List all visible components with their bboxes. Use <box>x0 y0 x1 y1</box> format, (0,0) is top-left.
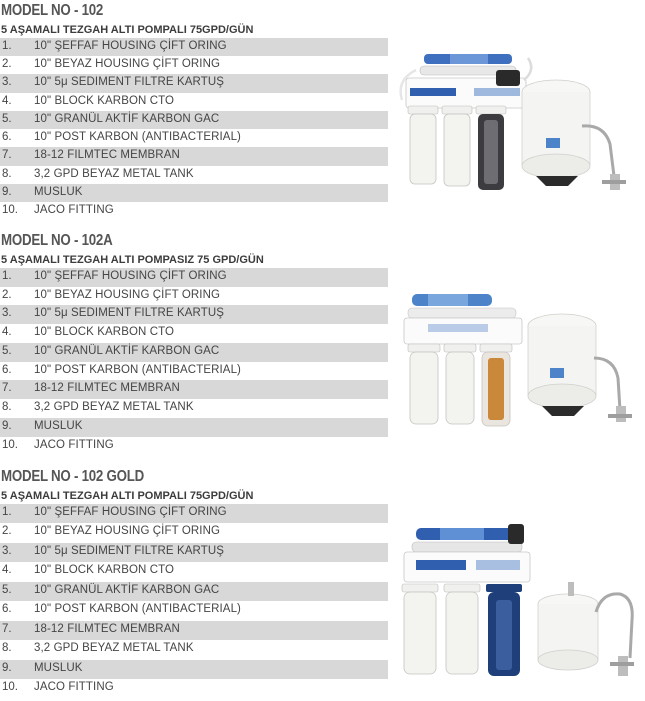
item-number: 1. <box>2 40 12 52</box>
item-text: MUSLUK <box>34 186 83 198</box>
item-number: 7. <box>2 382 12 394</box>
item-number: 3. <box>2 76 12 88</box>
list-item <box>0 202 388 220</box>
item-text: MUSLUK <box>34 420 83 432</box>
item-number: 2. <box>2 58 12 70</box>
item-number: 3. <box>2 307 12 319</box>
list-item <box>0 343 388 362</box>
ro-system-102a-photo <box>398 286 643 436</box>
list-item <box>0 418 388 437</box>
item-number: 2. <box>2 289 12 301</box>
item-number: 9. <box>2 186 12 198</box>
item-text: 10" POST KARBON (ANTIBACTERIAL) <box>34 131 241 143</box>
list-item <box>0 504 388 523</box>
item-text: JACO FITTING <box>34 204 114 216</box>
item-number: 8. <box>2 642 12 654</box>
list-item <box>0 660 388 679</box>
list-item <box>0 129 388 147</box>
list-item <box>0 543 388 562</box>
list-item <box>0 56 388 74</box>
list-item <box>0 324 388 343</box>
item-text: 10" ŞEFFAF HOUSING ÇİFT ORING <box>34 270 227 282</box>
item-number: 9. <box>2 420 12 432</box>
list-item <box>0 523 388 543</box>
list-item <box>0 582 388 601</box>
list-item <box>0 640 388 660</box>
list-item <box>0 268 388 287</box>
item-text: 10" GRANÜL AKTİF KARBON GAC <box>34 113 220 125</box>
list-item <box>0 679 388 699</box>
item-number: 9. <box>2 662 12 674</box>
item-text: 10" ŞEFFAF HOUSING ÇİFT ORING <box>34 506 227 518</box>
list-item <box>0 287 388 305</box>
item-text: 10" GRANÜL AKTİF KARBON GAC <box>34 345 220 357</box>
item-number: 6. <box>2 603 12 615</box>
item-number: 10. <box>2 204 18 216</box>
item-number: 4. <box>2 326 12 338</box>
item-text: 18-12 FILMTEC MEMBRAN <box>34 149 180 161</box>
item-text: JACO FITTING <box>34 439 114 451</box>
item-text: 10" BLOCK KARBON CTO <box>34 564 175 576</box>
item-number: 8. <box>2 401 12 413</box>
item-text: 10" BEYAZ HOUSING ÇİFT ORING <box>34 289 221 301</box>
model-102-parts-list <box>0 38 388 220</box>
item-text: 18-12 FILMTEC MEMBRAN <box>34 623 180 635</box>
model-102-gold-parts-list <box>0 504 388 699</box>
list-item <box>0 74 388 93</box>
item-number: 1. <box>2 270 12 282</box>
item-text: 10" GRANÜL AKTİF KARBON GAC <box>34 584 220 596</box>
item-text: 10" BLOCK KARBON CTO <box>34 326 175 338</box>
item-number: 7. <box>2 149 12 161</box>
ro-system-102-gold-photo <box>396 520 641 685</box>
model-102-gold-subtitle: 5 AŞAMALI TEZGAH ALTI POMPALI 75GPD/GÜN <box>1 490 254 502</box>
item-number: 5. <box>2 113 12 125</box>
item-text: 18-12 FILMTEC MEMBRAN <box>34 382 180 394</box>
item-number: 6. <box>2 131 12 143</box>
item-number: 1. <box>2 506 12 518</box>
item-text: 3,2 GPD BEYAZ METAL TANK <box>34 168 194 180</box>
list-item <box>0 380 388 399</box>
item-number: 10. <box>2 681 18 693</box>
item-text: MUSLUK <box>34 662 83 674</box>
ro-system-102-photo <box>396 40 641 200</box>
item-text: 3,2 GPD BEYAZ METAL TANK <box>34 401 194 413</box>
item-number: 10. <box>2 439 18 451</box>
list-item <box>0 93 388 111</box>
list-item <box>0 399 388 418</box>
list-item <box>0 437 388 456</box>
model-102a-parts-list <box>0 268 388 456</box>
item-number: 2. <box>2 525 12 537</box>
item-number: 8. <box>2 168 12 180</box>
item-number: 6. <box>2 364 12 376</box>
item-text: 10" BLOCK KARBON CTO <box>34 95 175 107</box>
item-text: 10" POST KARBON (ANTIBACTERIAL) <box>34 603 241 615</box>
list-item <box>0 621 388 640</box>
item-text: 10" POST KARBON (ANTIBACTERIAL) <box>34 364 241 376</box>
item-text: 10" 5μ SEDIMENT FILTRE KARTUŞ <box>34 307 224 319</box>
item-number: 3. <box>2 545 12 557</box>
list-item <box>0 305 388 324</box>
item-text: JACO FITTING <box>34 681 114 693</box>
item-number: 4. <box>2 95 12 107</box>
item-text: 3,2 GPD BEYAZ METAL TANK <box>34 642 194 654</box>
list-item <box>0 38 388 56</box>
list-item <box>0 184 388 202</box>
item-text: 10" BEYAZ HOUSING ÇİFT ORING <box>34 525 221 537</box>
model-102-gold-title: MODEL NO - 102 GOLD <box>1 468 144 485</box>
model-102a-subtitle: 5 AŞAMALI TEZGAH ALTI POMPASIZ 75 GPD/GÜN <box>1 254 264 266</box>
item-number: 4. <box>2 564 12 576</box>
list-item <box>0 111 388 129</box>
item-text: 10" ŞEFFAF HOUSING ÇİFT ORING <box>34 40 227 52</box>
list-item <box>0 601 388 621</box>
model-102a-title: MODEL NO - 102A <box>1 232 113 249</box>
item-text: 10" 5μ SEDIMENT FILTRE KARTUŞ <box>34 545 224 557</box>
model-102-subtitle: 5 AŞAMALI TEZGAH ALTI POMPALI 75GPD/GÜN <box>1 24 254 36</box>
list-item <box>0 562 388 582</box>
item-number: 7. <box>2 623 12 635</box>
item-number: 5. <box>2 584 12 596</box>
item-number: 5. <box>2 345 12 357</box>
model-102-title: MODEL NO - 102 <box>1 2 104 19</box>
list-item <box>0 166 388 184</box>
item-text: 10" 5μ SEDIMENT FILTRE KARTUŞ <box>34 76 224 88</box>
item-text: 10" BEYAZ HOUSING ÇİFT ORING <box>34 58 221 70</box>
list-item <box>0 147 388 166</box>
list-item <box>0 362 388 380</box>
